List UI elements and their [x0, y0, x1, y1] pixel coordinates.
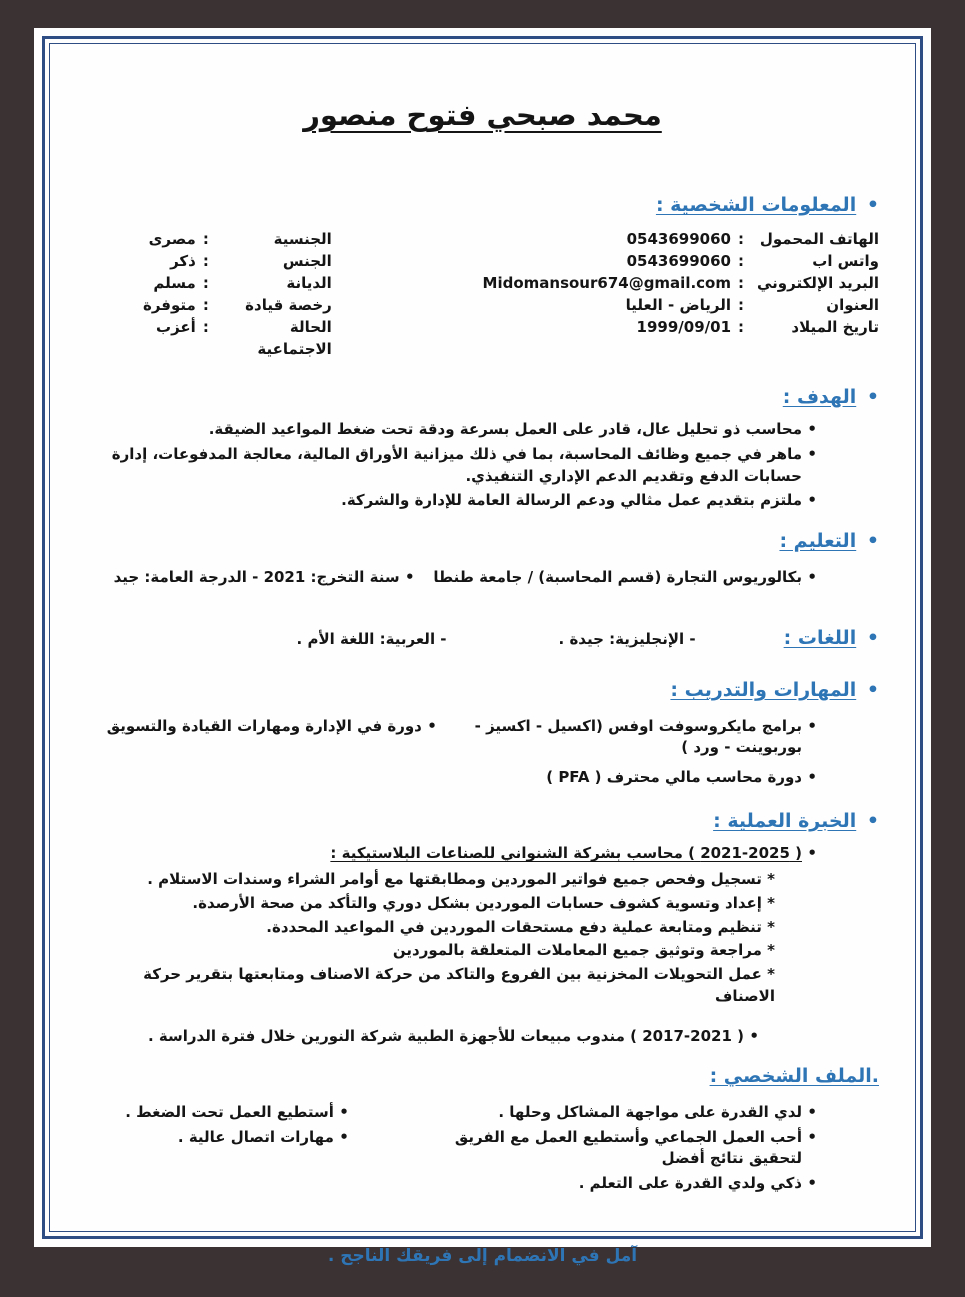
info-row-mobile — [483, 228, 880, 250]
skills-right-column — [437, 713, 817, 792]
section-heading-education — [86, 528, 879, 556]
personal-info-contact-column — [483, 228, 880, 360]
info-value-email: Midomansour674@gmail.com — [482, 273, 731, 292]
language-item-english: - الإنجليزية: جيدة . — [558, 630, 696, 649]
education-graduation: • سنة التخرج: 2021 - الدرجة العامة: جيد — [86, 567, 415, 589]
skills-left-column — [86, 713, 437, 792]
profile-item: • ذكي ولدي القدرة على التعلم . — [437, 1173, 817, 1195]
task-item: * عمل التحويلات المخزنية بين الفروع والتاكد من حركة الاصناف ومتابعتها بتقرير حركة الاصناف — [143, 965, 775, 1005]
experience-job1-title: • ( 2021-2025 ) محاسب بشركة الشنواني للصناعات البلاستيكية : — [86, 843, 817, 865]
info-label: العنوان — [826, 295, 879, 314]
section-heading-education-label: التعليم : — [779, 530, 857, 553]
info-value-nationality: مصرى — [148, 229, 196, 248]
profile-left-column — [86, 1099, 349, 1198]
info-label: واتس اب — [812, 251, 879, 270]
info-row-whatsapp — [483, 250, 880, 272]
info-row-gender — [86, 250, 332, 272]
experience-job1-tasks — [86, 869, 817, 1008]
info-value-mobile: 0543699060 — [626, 229, 731, 248]
info-colon — [196, 316, 216, 360]
section-heading-profile — [86, 1063, 879, 1091]
info-colon — [731, 228, 751, 250]
info-colon — [196, 228, 216, 250]
info-row-religion — [86, 272, 332, 294]
section-heading-skills — [86, 677, 879, 705]
section-heading-experience — [86, 808, 879, 836]
info-value-gender: ذكر — [170, 251, 196, 270]
info-value-religion: مسلم — [153, 273, 196, 292]
info-value-whatsapp: 0543699060 — [626, 251, 731, 270]
education-degree: • بكالوريوس التجارة (قسم المحاسبة) / جامعة طنطا — [415, 567, 817, 589]
profile-item: • مهارات اتصال عالية . — [86, 1127, 349, 1149]
experience-job2: • ( 2017-2021 ) مندوب مبيعات للأجهزة الطبية شركة النورين خلال فترة الدراسة . — [86, 1026, 759, 1048]
profile-item: • لدي القدرة على مواجهة المشاكل وحلها . — [437, 1102, 817, 1124]
resume-page — [34, 28, 931, 1266]
info-value-birthdate: 1999/09/01 — [636, 317, 731, 336]
skill-item: • دورة محاسب مالي محترف ( PFA ) — [437, 767, 817, 789]
info-label: الديانة — [286, 273, 332, 292]
education-row — [86, 564, 879, 592]
info-label: الحالة الاجتماعية — [257, 317, 332, 358]
info-label: الهاتف المحمول — [759, 229, 879, 248]
section-heading-languages-label: اللغات : — [783, 627, 857, 650]
objective-item: • ملتزم بتقديم عمل مثالي ودعم الرسالة العامة للإدارة والشركة. — [86, 490, 817, 512]
objective-list — [86, 419, 879, 512]
info-row-nationality — [86, 228, 332, 250]
personal-info-details-column — [86, 228, 332, 360]
info-label: الجنس — [282, 251, 332, 270]
profile-columns — [86, 1099, 879, 1198]
info-colon — [731, 250, 751, 272]
resume-title: محمد صبحي فتوح منصور — [303, 98, 662, 132]
task-item: * إعداد وتسوية كشوف حسابات الموردين بشكل دوري والتأكد من صحة الأرصدة. — [192, 893, 775, 912]
info-label: رخصة قيادة — [245, 295, 332, 314]
closing-note: آمل في الانضمام إلى فريقك الناجح . — [327, 1245, 638, 1266]
profile-item: • أحب العمل الجماعي وأستطيع العمل مع الفريق لتحقيق نتائج أفضل — [437, 1127, 817, 1171]
task-item: * تسجيل وفحص جميع فواتير الموردين ومطابقتها مع أوامر الشراء وسندات الاستلام . — [147, 870, 775, 889]
info-colon — [731, 316, 751, 338]
info-row-marital-status — [86, 316, 332, 360]
info-row-email — [483, 272, 880, 294]
section-heading-skills-label: المهارات والتدريب : — [670, 678, 857, 701]
objective-item: • محاسب ذو تحليل عال، قادر على العمل بسرعة ودقة تحت ضغط المواعيد الضيقة. — [86, 419, 817, 441]
section-heading-languages — [784, 625, 879, 653]
info-colon — [731, 294, 751, 316]
language-item-arabic: - العربية: اللغة الأم . — [296, 630, 447, 649]
objective-item: • ماهر في جميع وظائف المحاسبة، بما في ذلك ميزانية الأوراق المالية، معالجة المدفوعات، إدارة حسابات الدفع وتقديم الدعم الإداري التنفيذي. — [86, 444, 817, 488]
section-heading-profile-label: .الملف الشخصي : — [709, 1065, 879, 1088]
info-colon — [196, 250, 216, 272]
info-label: تاريخ الميلاد — [791, 317, 879, 336]
info-colon — [731, 272, 751, 294]
section-heading-objective — [86, 384, 879, 412]
info-row-driving-license — [86, 294, 332, 316]
profile-right-column — [437, 1099, 817, 1198]
resume-content — [50, 44, 915, 1266]
info-value-driving-license: متوفرة — [143, 295, 196, 314]
section-heading-objective-label: الهدف : — [782, 385, 857, 408]
info-label: البريد الإلكتروني — [757, 273, 879, 292]
info-row-birthdate — [483, 316, 880, 338]
info-row-address — [483, 294, 880, 316]
info-label: الجنسية — [273, 229, 332, 248]
info-value-address: الرياض - العليا — [625, 295, 731, 314]
section-heading-personal-info-label: المعلومات الشخصية : — [655, 194, 857, 217]
info-colon — [196, 294, 216, 316]
experience-block — [86, 843, 879, 1047]
skills-columns — [86, 713, 879, 792]
task-item: * تنظيم ومتابعة عملية دفع مستحقات الموردين في المواعيد المحددة. — [266, 917, 775, 936]
info-value-marital-status: أعزب — [156, 317, 196, 336]
personal-info-table — [86, 228, 879, 360]
languages-row — [86, 625, 879, 653]
skill-item: • برامج مايكروسوفت اوفس (اكسيل - اكسيز - بوربوينت - ورد ) — [437, 716, 817, 760]
profile-item: • أستطيع العمل تحت الضغط . — [86, 1102, 349, 1124]
info-colon — [196, 272, 216, 294]
section-heading-personal-info — [86, 192, 879, 220]
task-item: * مراجعة وتوثيق جميع المعاملات المتعلقة بالموردين — [392, 941, 775, 960]
skill-item: • دورة في الإدارة ومهارات القيادة والتسويق — [86, 716, 437, 738]
section-heading-experience-label: الخبرة العملية : — [713, 809, 857, 832]
